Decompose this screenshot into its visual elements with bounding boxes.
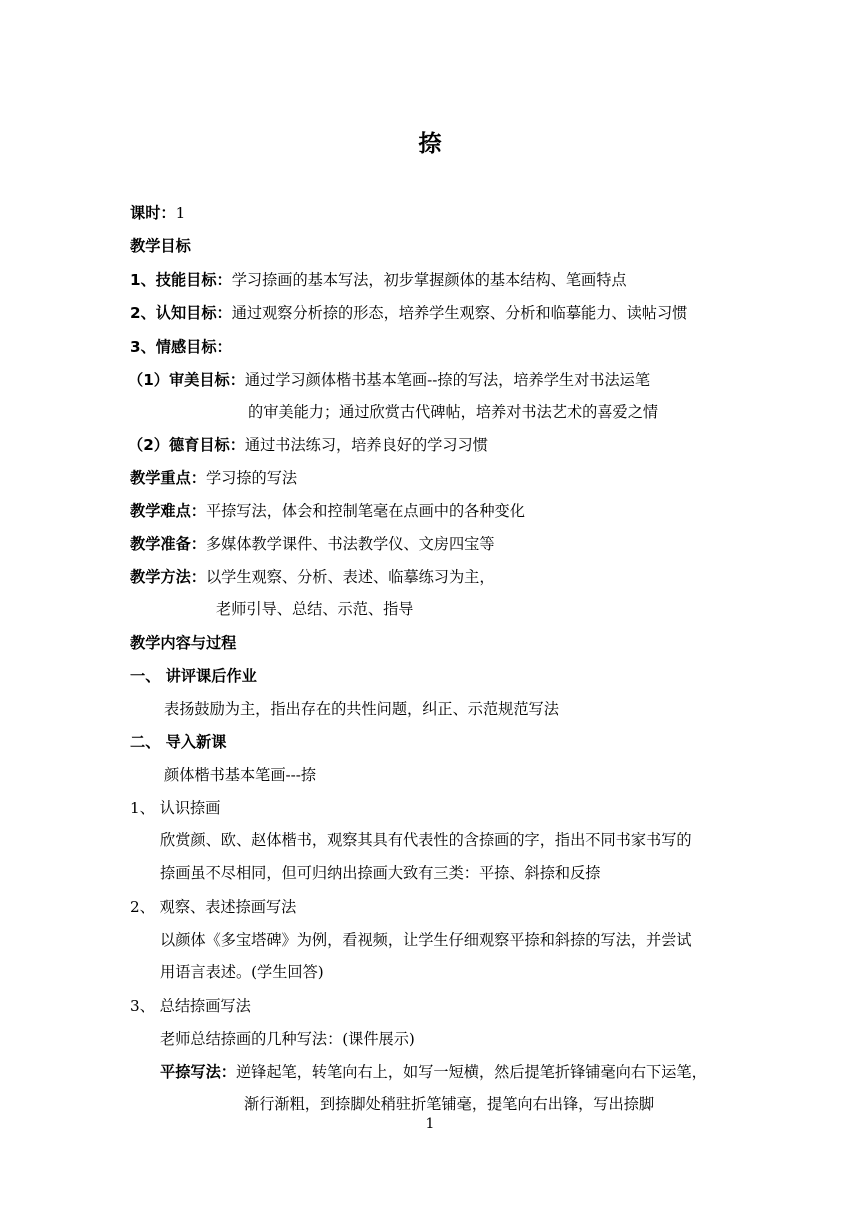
difficulty-text: 平捺写法，体会和控制笔毫在点画中的各种变化 xyxy=(205,502,525,520)
flat-stroke-label: 平捺写法： xyxy=(160,1063,236,1081)
difficulty-line xyxy=(130,500,525,522)
preparation-text: 多媒体教学课件、书法教学仪、文房四宝等 xyxy=(205,535,495,553)
preparation-label: 教学准备： xyxy=(130,535,206,553)
item2-text-1: 以颜体《多宝塔碑》为例，看视频，让学生仔细观察平捺和斜捺的写法，并尝试 xyxy=(160,931,692,949)
cognitive-goal-label: 2、认知目标： xyxy=(130,304,232,322)
method-line xyxy=(130,566,495,588)
item3-heading: 3、 总结捺画写法 xyxy=(130,997,251,1015)
cognitive-goal-line xyxy=(130,302,687,324)
lesson-hours-line xyxy=(130,202,185,224)
moral-goal-line xyxy=(128,434,488,456)
page-number: 1 xyxy=(425,1116,435,1132)
item3-text: 老师总结捺画的几种写法：(课件展示) xyxy=(160,1030,415,1048)
moral-goal-text: 通过书法练习，培养良好的学习习惯 xyxy=(244,436,488,454)
method-text-2: 老师引导、总结、示范、指导 xyxy=(216,600,414,618)
key-point-text: 学习捺的写法 xyxy=(205,469,298,487)
difficulty-label: 教学难点： xyxy=(130,502,206,520)
method-label: 教学方法： xyxy=(130,568,206,586)
item1-text-2: 捺画虽不尽相同，但可归纳出捺画大致有三类：平捺、斜捺和反捺 xyxy=(160,864,601,882)
item2-heading: 2、 观察、表述捺画写法 xyxy=(130,898,297,916)
item1-text-1: 欣赏颜、欧、赵体楷书，观察其具有代表性的含捺画的字，指出不同书家书写的 xyxy=(160,831,692,849)
flat-stroke-text-2: 渐行渐粗，到捺脚处稍驻折笔铺毫，提笔向右出锋，写出捺脚 xyxy=(244,1095,655,1113)
skill-goal-text: 学习捺画的基本写法，初步掌握颜体的基本结构、笔画特点 xyxy=(231,271,627,289)
lesson-hours-label: 课时： xyxy=(130,204,176,222)
flat-stroke-text-1: 逆锋起笔，转笔向右上，如写一短横，然后提笔折锋铺毫向右下运笔， xyxy=(235,1063,707,1081)
moral-goal-label: （2）德育目标： xyxy=(128,436,245,454)
cognitive-goal-text: 通过观察分析捺的形态，培养学生观察、分析和临摹能力、读帖习惯 xyxy=(231,304,688,322)
skill-goal-label: 1、技能目标： xyxy=(130,271,232,289)
skill-goal-line xyxy=(130,269,627,291)
section2-heading: 二、 导入新课 xyxy=(130,733,227,751)
aesthetic-goal-label: （1）审美目标： xyxy=(128,371,245,389)
key-point-label: 教学重点： xyxy=(130,469,206,487)
section1-heading: 一、 讲评课后作业 xyxy=(130,667,257,685)
preparation-line xyxy=(130,533,495,555)
aesthetic-goal-line xyxy=(128,369,650,391)
aesthetic-goal-text-1: 通过学习颜体楷书基本笔画--捺的写法，培养学生对书法运笔 xyxy=(244,371,651,389)
objectives-heading: 教学目标 xyxy=(130,237,191,255)
process-heading: 教学内容与过程 xyxy=(130,634,237,652)
key-point-line xyxy=(130,467,297,489)
item2-text-2: 用语言表述。(学生回答) xyxy=(160,963,324,981)
method-text-1: 以学生观察、分析、表述、临摹练习为主， xyxy=(205,568,495,586)
item1-heading: 1、 认识捺画 xyxy=(130,799,221,817)
lesson-hours-value: 1 xyxy=(175,204,186,222)
document-title: 捺 xyxy=(418,131,442,157)
flat-stroke-line xyxy=(160,1061,707,1083)
aesthetic-goal-text-2: 的审美能力；通过欣赏古代碑帖，培养对书法艺术的喜爱之情 xyxy=(248,403,659,421)
section1-text: 表扬鼓励为主，指出存在的共性问题，纠正、示范规范写法 xyxy=(164,700,559,718)
emotional-goal-label: 3、情感目标： xyxy=(130,338,232,356)
section2-intro: 颜体楷书基本笔画---捺 xyxy=(164,766,317,784)
